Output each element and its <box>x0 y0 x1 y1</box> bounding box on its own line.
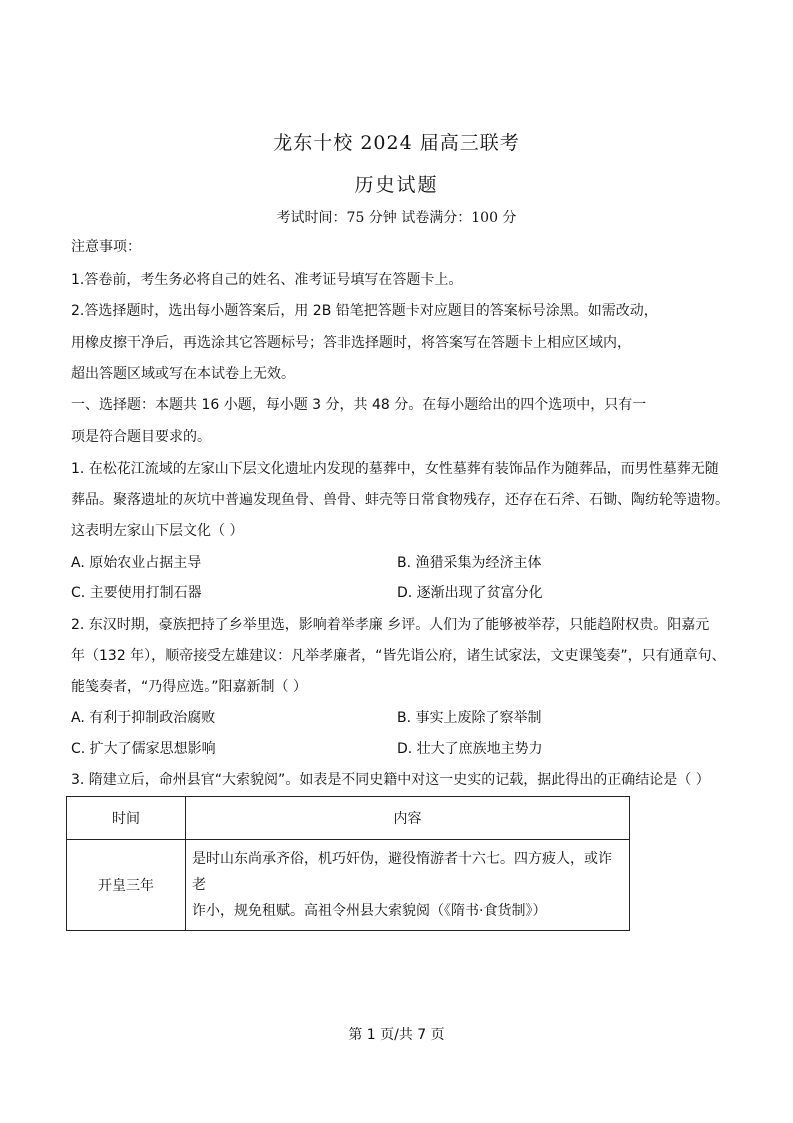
q1-option-d: D. 逐渐出现了贫富分化 <box>397 585 543 601</box>
table-cell-content <box>186 840 630 931</box>
table-cell-content-line2: 诈小，规免租赋。高祖令州县大索貌阅（《隋书·食货制》） <box>192 903 547 919</box>
notes-item-2-line3: 超出答题区域或写在本试卷上无效。 <box>71 366 295 382</box>
table-header-content: 内容 <box>186 797 630 840</box>
q2-stem-line2: 年（132 年），顺帝接受左雄建议：凡举孝廉者，“皆先诣公府，诸生试家法，文吏课笺奏”，只有通章句、 <box>71 648 726 664</box>
notes-item-2-line2: 用橡皮擦干净后，再选涂其它答题标号；答非选择题时，将答案写在答题卡上相应区域内， <box>71 335 631 351</box>
notes-item-1: 1.答卷前，考生务必将自己的姓名、准考证号填写在答题卡上。 <box>71 272 463 288</box>
q1-stem-line1: 1. 在松花江流域的左家山下层文化遗址内发现的墓葬中，女性墓葬有装饰品作为随葬品，而男性墓葬无随 <box>71 461 719 477</box>
exam-title: 龙东十校 2024 届高三联考 <box>273 132 520 154</box>
q2-option-d: D. 壮大了庶族地主势力 <box>397 741 543 757</box>
exam-info: 考试时间：75 分钟 试卷满分：100 分 <box>276 210 517 226</box>
q2-option-a: A. 有利于抑制政治腐败 <box>71 710 216 726</box>
table-cell-content-line1: 是时山东尚承齐俗，机巧奸伪，避役惰游者十六七。四方疲人，或诈老 <box>192 851 612 893</box>
q1-option-c: C. 主要使用打制石器 <box>71 585 202 601</box>
q2-option-c: C. 扩大了儒家思想影响 <box>71 741 216 757</box>
table-row <box>67 840 630 931</box>
table-header-row <box>67 797 630 840</box>
table-cell-time: 开皇三年 <box>67 840 186 931</box>
q2-stem-line1: 2. 东汉时期，豪族把持了乡举里选，影响着举孝廉 乡评。人们为了能够被举荐，只能趋附权贵。阳嘉元 <box>71 617 710 633</box>
section-heading-line1: 一、选择题：本题共 16 小题，每小题 3 分，共 48 分。在每小题给出的四个选项中，只有一 <box>71 397 647 413</box>
q2-option-b: B. 事实上废除了察举制 <box>397 710 542 726</box>
notes-item-2-line1: 2.答选择题时，选出每小题答案后，用 2B 铅笔把答题卡对应题目的答案标号涂黑。如需改动， <box>71 303 658 319</box>
q3-stem-line1: 3. 隋建立后，命州县官“大索貌阅”。如表是不同史籍中对这一史实的记载，据此得出的正确结论是（ ） <box>71 772 710 788</box>
q1-option-b: B. 渔猎采集为经济主体 <box>397 555 542 571</box>
q1-stem-line3: 这表明左家山下层文化（ ） <box>71 523 244 539</box>
notes-heading: 注意事项： <box>71 239 141 255</box>
q1-option-a: A. 原始农业占据主导 <box>71 555 202 571</box>
q1-stem-line2: 葬品。聚落遗址的灰坑中普遍发现鱼骨、兽骨、蚌壳等日常食物残存，还存在石斧、石锄、陶纺轮等遗物。 <box>71 492 729 508</box>
table-header-time: 时间 <box>67 797 186 840</box>
exam-subtitle: 历史试题 <box>354 174 439 196</box>
section-heading-line2: 项是符合题目要求的。 <box>71 429 211 445</box>
q2-stem-line3: 能笺奏者，“乃得应选。”阳嘉新制（ ） <box>71 679 307 695</box>
page-footer: 第 1 页/共 7 页 <box>348 1027 445 1043</box>
q3-table <box>66 796 630 931</box>
